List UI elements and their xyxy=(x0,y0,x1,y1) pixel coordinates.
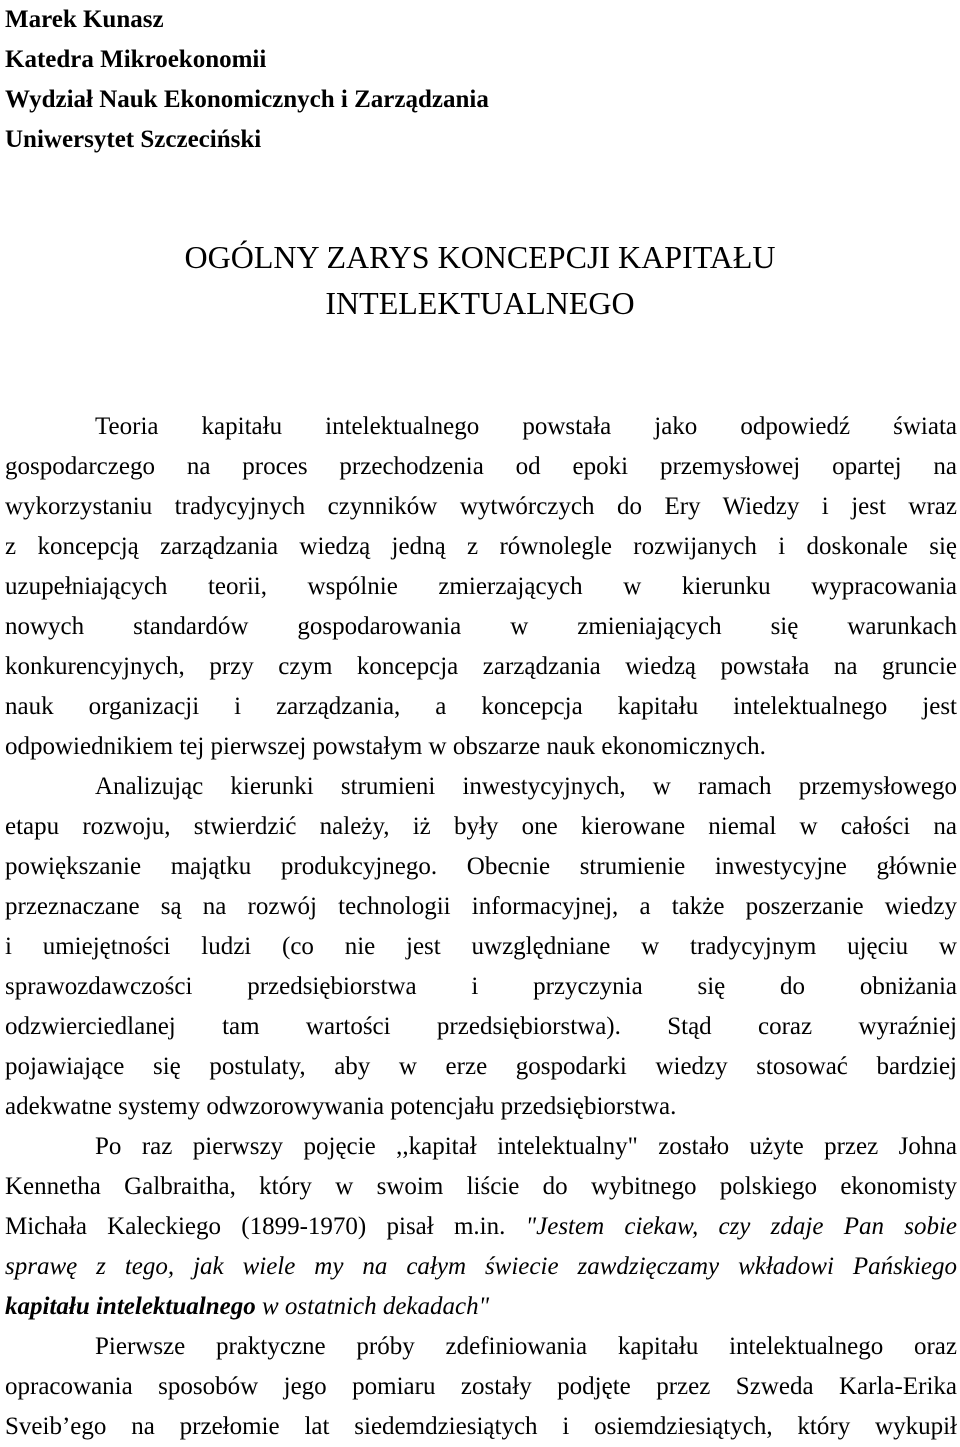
title-line-2: INTELEKTUALNEGO xyxy=(325,285,635,321)
quote-line-end xyxy=(5,1287,957,1327)
body-line: odzwierciedlanej tam wartości przedsiębiorstwa). Stąd coraz wyraźniej xyxy=(5,1013,957,1040)
body-line: adekwatne systemy odwzorowywania potencjału przedsiębiorstwa. xyxy=(5,1093,677,1120)
title-line-1: OGÓLNY ZARYS KONCEPCJI KAPITAŁU xyxy=(184,239,776,275)
body-line: konkurencyjnych, przy czym koncepcja zarządzania wiedzą powstała na gruncie xyxy=(5,653,957,680)
body-line: Analizując kierunki strumieni inwestycyjnych, w ramach przemysłowego xyxy=(95,773,957,800)
author-university: Uniwersytet Szczeciński xyxy=(5,126,262,153)
quote-bold-text: kapitału intelektualnego xyxy=(5,1293,256,1320)
quote-end-text: w ostatnich dekadach" xyxy=(255,1293,490,1320)
body-line: nauk organizacji i zarządzania, a koncepcja kapitału intelektualnego jest xyxy=(5,693,957,720)
body-line: wykorzystaniu tradycyjnych czynników wytwórczych do Ery Wiedzy i jest wraz xyxy=(5,493,957,520)
body-line: z koncepcją zarządzania wiedzą jedną z równolegle rozwijanych i doskonale się xyxy=(5,533,957,560)
body-line: nowych standardów gospodarowania w zmieniających się warunkach xyxy=(5,613,957,640)
quote-line: sprawę z tego, jak wiele my na całym świecie zawdzięczamy wkładowi Pańskiego xyxy=(5,1253,957,1280)
body-line: sprawozdawczości przedsiębiorstwa i przyczynia się do obniżania xyxy=(5,973,957,1000)
body-line: Po raz pierwszy pojęcie ,,kapitał intelektualny" zostało użyte przez Johna xyxy=(95,1133,957,1160)
body-line: i umiejętności ludzi (co nie jest uwzględniane w tradycyjnym ujęciu w xyxy=(5,933,957,960)
body-line: etapu rozwoju, stwierdzić należy, iż były one kierowane niemal w całości na xyxy=(5,813,957,840)
author-faculty: Wydział Nauk Ekonomicznych i Zarządzania xyxy=(5,86,489,113)
body-line: Teoria kapitału intelektualnego powstała jako odpowiedź świata xyxy=(95,413,957,440)
document-title xyxy=(0,234,960,326)
body-line: Pierwsze praktyczne próby zdefiniowania kapitału intelektualnego oraz xyxy=(95,1333,957,1360)
author-name: Marek Kunasz xyxy=(5,6,164,33)
body-line: Kennetha Galbraitha, który w swoim liście do wybitnego polskiego ekonomisty xyxy=(5,1173,957,1200)
body-line-text: Michała Kaleckiego (1899-1970) pisał m.in. xyxy=(5,1213,526,1240)
author-block xyxy=(5,0,489,160)
body-line: gospodarczego na proces przechodzenia od epoki przemysłowej opartej na xyxy=(5,453,957,480)
body-line: pojawiające się postulaty, aby w erze gospodarki wiedzy stosować bardziej xyxy=(5,1053,957,1080)
body-line: powiększanie majątku produkcyjnego. Obecnie strumienie inwestycyjne głównie xyxy=(5,853,957,880)
body-line: przeznaczane są na rozwój technologii informacyjnej, a także poszerzanie wiedzy xyxy=(5,893,957,920)
body-line: uzupełniających teorii, wspólnie zmierzających w kierunku wypracowania xyxy=(5,573,957,600)
body-line: odpowiednikiem tej pierwszej powstałym w obszarze nauk ekonomicznych. xyxy=(5,733,766,760)
quote-text: "Jestem ciekaw, czy zdaje Pan sobie xyxy=(525,1213,957,1240)
body-line: opracowania sposobów jego pomiaru zostały podjęte przez Szweda Karla-Erika xyxy=(5,1373,957,1400)
body-line: Sveib’ego na przełomie lat siedemdziesiątych i osiemdziesiątych, który wykupił xyxy=(5,1413,957,1440)
body-line-mixed xyxy=(5,1207,957,1247)
author-department: Katedra Mikroekonomii xyxy=(5,46,267,73)
document-body xyxy=(5,407,957,1447)
